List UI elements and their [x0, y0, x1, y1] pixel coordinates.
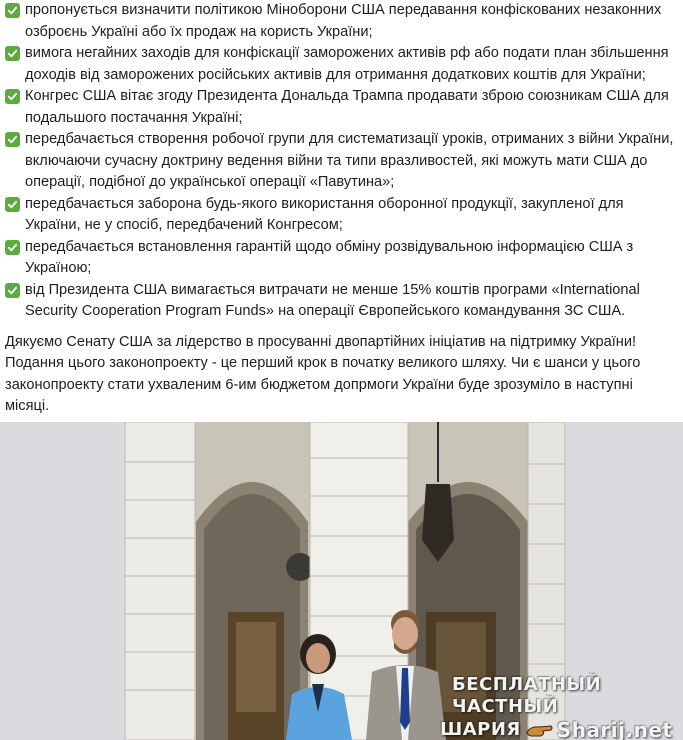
list-item [5, 194, 680, 237]
list-item [5, 237, 680, 280]
pointing-hand-icon [525, 722, 553, 738]
check-mark-icon [5, 3, 20, 18]
list-item-text: Конгрес США вітає згоду Президента Дональда Трампа продавати зброю союзникам США для подальшого постачання Україні; [25, 88, 669, 126]
list-item [5, 280, 680, 323]
check-mark-icon [5, 46, 20, 61]
list-item-text: передбачається встановлення гарантій щодо обміну розвідувальною інформацією США з Україною; [25, 238, 634, 276]
list-item [5, 43, 680, 86]
watermark-line-2 [440, 718, 680, 740]
list-item [5, 129, 680, 194]
list-item-text: від Президента США вимагається витрачати не менше 15% коштів програми «International Security Cooperation Program Funds» на операції Європейського командування ЗС США. [25, 281, 640, 319]
check-mark-icon [5, 132, 20, 147]
check-mark-icon [5, 89, 20, 104]
post-photo[interactable] [0, 422, 683, 740]
watermark-line-1: БЕСПЛАТНЫЙ ЧАСТНЫЙ [452, 674, 602, 717]
list-item-text: передбачається заборона будь-якого використання оборонної продукції, закупленої для України, не у спосіб, передбачений Конгресом; [25, 195, 624, 233]
post-text [5, 0, 680, 418]
watermark-name: ШАРИЯ [440, 719, 521, 740]
watermark-site: Sharij.net [556, 718, 673, 740]
watermark [440, 674, 680, 740]
check-mark-icon [5, 240, 20, 255]
list-item-text: вимога негайних заходів для конфіскації заморожених активів рф або подати план збільшення доходів від заморожених російських активів для отримання додаткових коштів для України; [25, 45, 669, 83]
list-item-text: передбачається створення робочої групи для систематизації уроків, отриманих з війни України, включаючи сучасну доктрину ведення війни та типи вразливостей, які можуть мати США до операції, подібної до української операції «Павутина»; [25, 131, 674, 190]
check-mark-icon [5, 197, 20, 212]
list-item [5, 86, 680, 129]
check-mark-icon [5, 283, 20, 298]
list-item [5, 0, 680, 43]
list-item-text: пропонується визначити політикою Міноборони США передавання конфіскованих незаконних озброєнь Україні або їх продаж на користь України; [25, 2, 662, 40]
closing-paragraph: Дякуємо Сенату США за лідерство в просуванні двопартійних ініціатив на підтримку України! Подання цього законопроекту - це перший крок в початку великого шляху. Чи є шанси у цього законопроекту стати ухваленим 6-им бюджетом допрмоги України буде зрозуміло в наступні місяці. [5, 333, 641, 414]
